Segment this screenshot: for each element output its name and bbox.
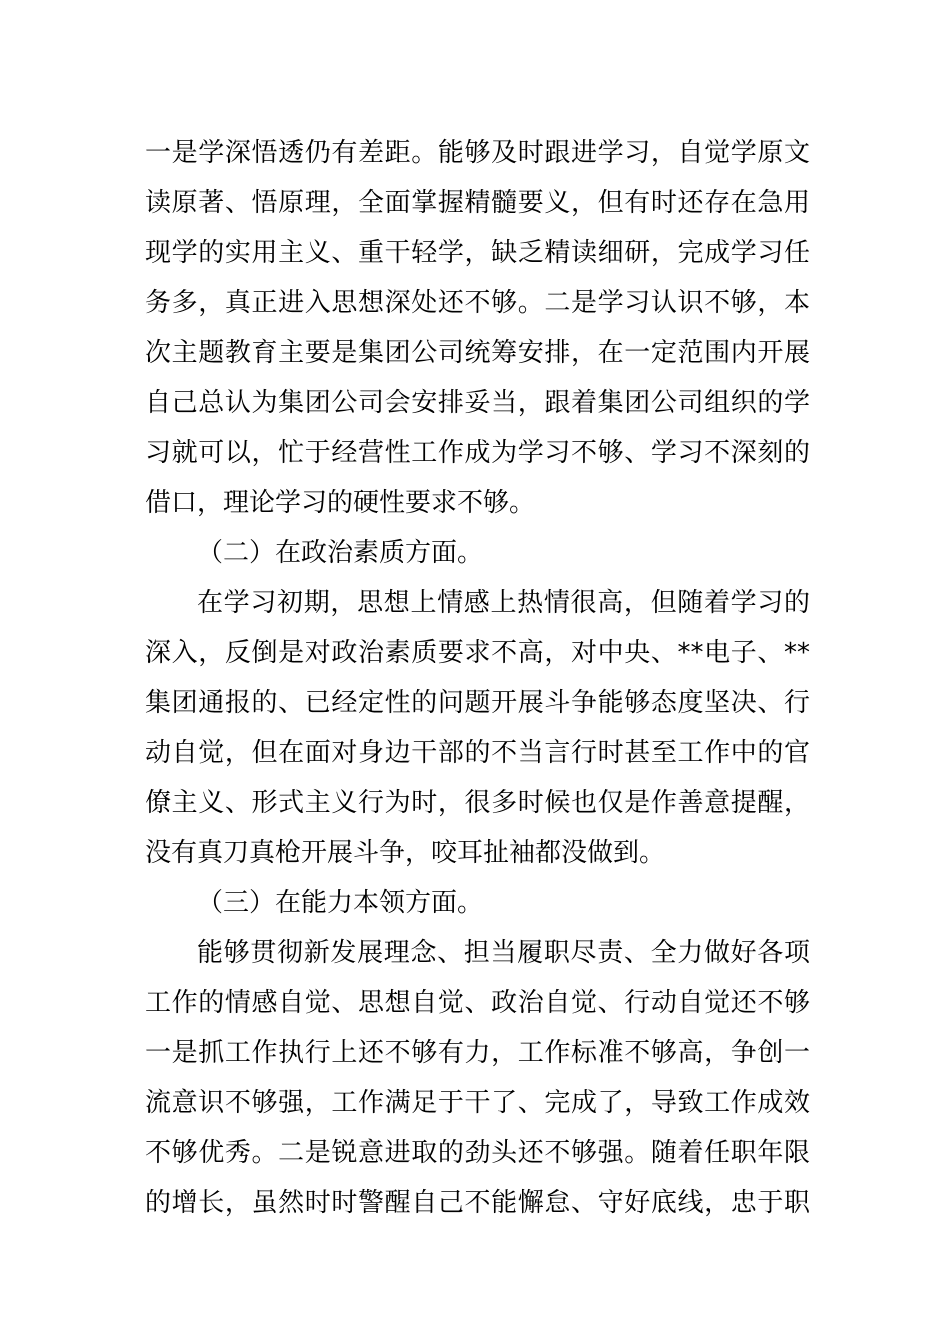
paragraph-line: 能够贯彻新发展理念、担当履职尽责、全力做好各项: [197, 938, 810, 968]
document-body: [145, 128, 810, 1228]
paragraph-line: 一是抓工作执行上还不够有力，工作标准不够高，争创一: [145, 1038, 810, 1068]
paragraph-line: 在学习初期，思想上情感上热情很高，但随着学习的: [197, 588, 810, 618]
paragraph-learning-gap: [145, 128, 810, 528]
paragraph-line: 读原著、悟原理，全面掌握精髓要义，但有时还存在急用: [145, 188, 810, 218]
paragraph-line: 没有真刀真枪开展斗争，咬耳扯袖都没做到。: [145, 838, 666, 868]
section-heading-political-quality: （二）在政治素质方面。: [197, 538, 484, 568]
paragraph-line: 自己总认为集团公司会安排妥当，跟着集团公司组织的学: [145, 388, 810, 418]
paragraph-line: 务多，真正进入思想深处还不够。二是学习认识不够，本: [145, 288, 810, 318]
paragraph-line: 一是学深悟透仍有差距。能够及时跟进学习，自觉学原文: [145, 138, 810, 168]
paragraph-line: 次主题教育主要是集团公司统筹安排，在一定范围内开展: [145, 338, 810, 368]
paragraph-line: 借口，理论学习的硬性要求不够。: [145, 488, 536, 518]
paragraph-line: 流意识不够强，工作满足于干了、完成了，导致工作成效: [145, 1088, 810, 1118]
paragraph-line: 僚主义、形式主义行为时，很多时候也仅是作善意提醒，: [145, 788, 810, 818]
paragraph-capability: [145, 928, 810, 1228]
paragraph-line: 工作的情感自觉、思想自觉、政治自觉、行动自觉还不够: [145, 988, 810, 1018]
paragraph-line: 现学的实用主义、重干轻学，缺乏精读细研，完成学习任: [145, 238, 810, 268]
paragraph-line: 习就可以，忙于经营性工作成为学习不够、学习不深刻的: [145, 438, 810, 468]
paragraph-political-quality: [145, 578, 810, 878]
section-heading-capability: （三）在能力本领方面。: [197, 888, 484, 918]
paragraph-line: 集团通报的、已经定性的问题开展斗争能够态度坚决、行: [145, 688, 810, 718]
paragraph-line: 不够优秀。二是锐意进取的劲头还不够强。随着任职年限: [145, 1138, 810, 1168]
paragraph-line: 动自觉，但在面对身边干部的不当言行时甚至工作中的官: [145, 738, 810, 768]
paragraph-line: 深入，反倒是对政治素质要求不高，对中央、**电子、**: [145, 638, 810, 668]
paragraph-line: 的增长，虽然时时警醒自己不能懈怠、守好底线，忠于职: [145, 1188, 810, 1218]
